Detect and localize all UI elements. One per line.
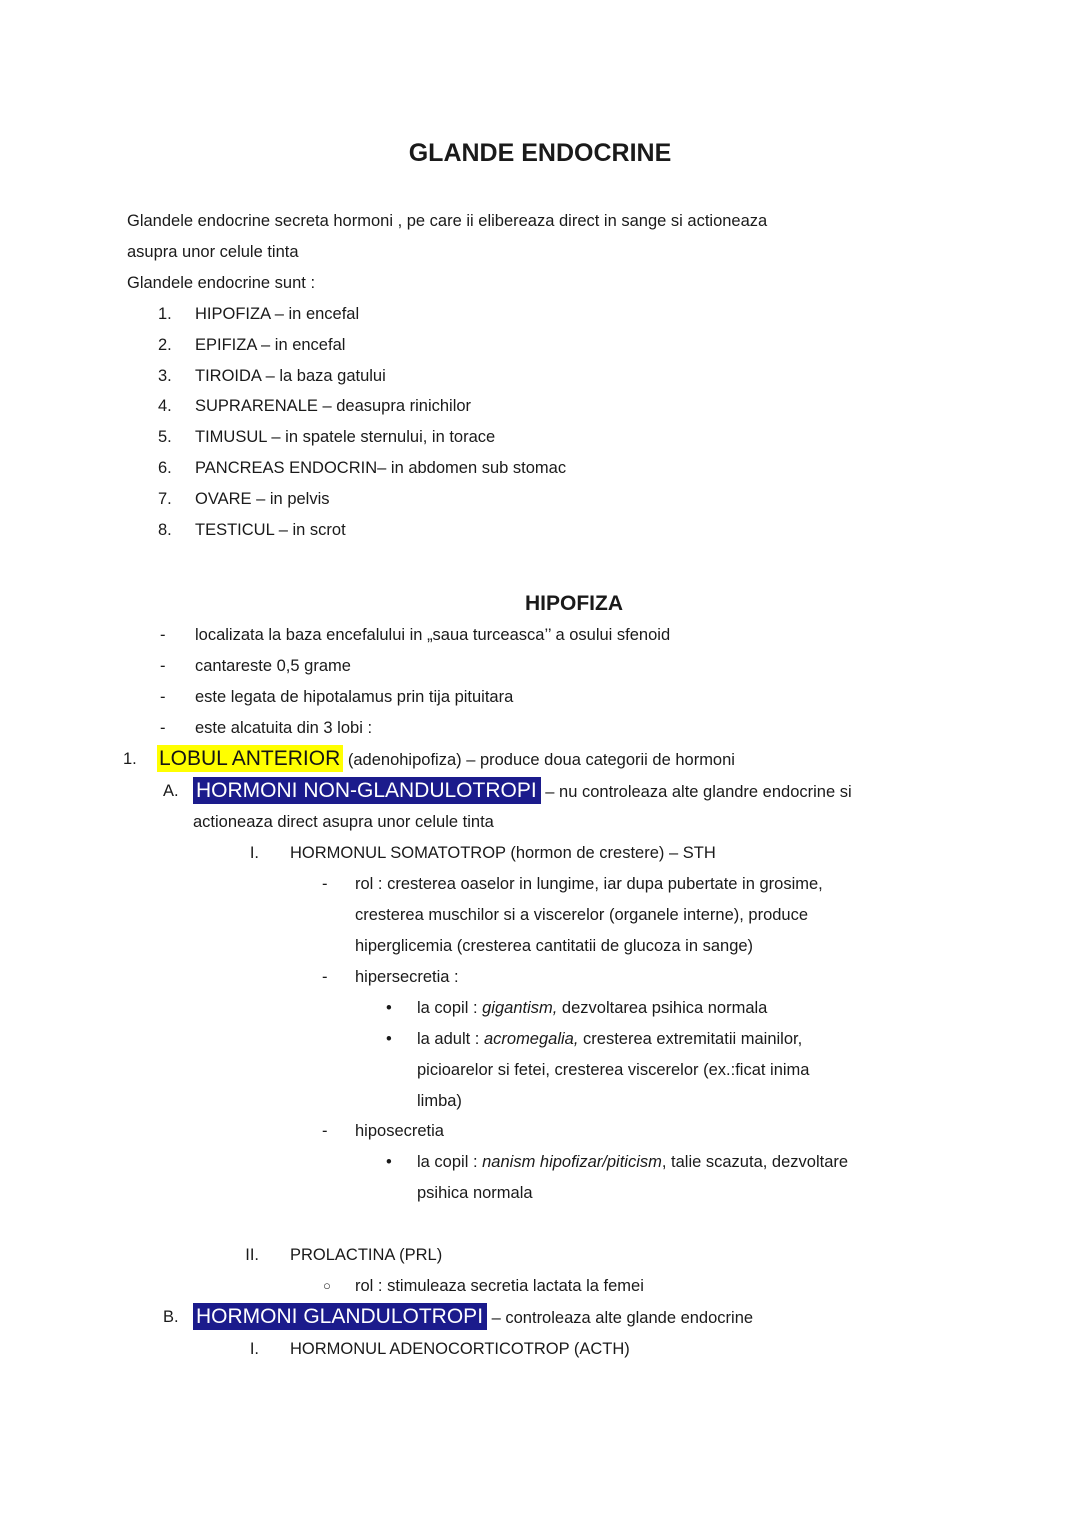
gland-list-item [127,330,953,361]
gland-list-item [127,422,953,453]
intro-line-1: Glandele endocrine secreta hormoni , pe care ii elibereaza direct in sange si actioneaza [127,212,768,230]
gland-list-item-text: TESTICUL – in scrot [195,521,346,540]
hipofiza-fact-text: este alcatuita din 3 lobi : [195,718,373,737]
prl-item [127,1240,953,1271]
sth-item [127,838,953,869]
list-number-marker: 1. [158,304,172,323]
dash-marker: - [322,875,328,894]
navy-highlight-hormoni-non-glandulotropi: HORMONI NON-GLANDULOTROPI [193,777,541,804]
gland-list-item [127,515,953,546]
dash-marker: - [322,1122,328,1141]
sth-rol-item [127,869,953,900]
nanism-pre: la copil : [417,1153,483,1172]
dash-marker: - [160,687,166,706]
dash-marker: - [322,967,328,986]
prl-rol-text: rol : stimuleaza secretia lactata la femei [355,1276,644,1295]
hiposecretia-label: hiposecretia [355,1122,444,1141]
adult-line-2: picioarelor si fetei, cresterea viscerelor (ex.:ficat inima [417,1060,810,1079]
list-number-marker: 2. [158,335,172,354]
hipersecretia-label: hipersecretia : [355,967,459,986]
hipofiza-fact-text: cantareste 0,5 grame [195,656,351,675]
prl-title: PROLACTINA (PRL) [290,1246,443,1265]
gland-list-item-text: TIMUSUL – in spatele sternului, in torace [195,428,496,447]
nanism-line-2: psihica normala [417,1184,533,1203]
hipofiza-fact-item [127,682,953,713]
roman-marker: II. [245,1246,259,1265]
section-heading-hipofiza: HIPOFIZA [525,591,623,615]
hipersecretia-item [127,962,953,993]
gland-list-item [127,484,953,515]
dash-marker: - [160,625,166,644]
list-number-marker: 5. [158,428,172,447]
hipofiza-fact-text: este legata de hipotalamus prin tija pituitara [195,687,514,706]
adult-post: cresterea extremitatii mainilor, [578,1029,803,1048]
intro-line-2: asupra unor celule tinta [127,242,299,261]
roman-marker: I. [249,1339,259,1358]
nanism-italic-term: nanism hipofizar/piticism [482,1153,662,1172]
section-b-item [127,1302,953,1334]
hiposecretia-item [127,1116,953,1147]
gland-list-item-text: EPIFIZA – in encefal [195,335,346,354]
gland-list-item-text: HIPOFIZA – in encefal [195,304,360,323]
gland-list-item-text: TIROIDA – la baza gatului [195,366,386,385]
glands-numbered-list [127,299,953,546]
bullet-marker: • [386,998,392,1017]
intro-paragraph [127,206,953,299]
doc-title: GLANDE ENDOCRINE [408,139,672,167]
hipersecretia-adult-item [127,1024,953,1055]
blank-line [127,1209,953,1240]
hipofiza-fact-item [127,651,953,682]
letter-marker: B. [163,1307,179,1326]
section-a-rest: – nu controleaza alte glandre endocrine si [540,782,852,801]
section-a-item [127,776,953,808]
hiposecretia-copil-item [127,1147,953,1178]
list-number-marker: 6. [158,459,172,478]
lobul-anterior-item [123,744,953,776]
list-number-marker: 8. [158,521,172,540]
roman-marker: I. [249,844,259,863]
dash-marker: - [160,718,166,737]
hipofiza-fact-item [127,620,953,651]
yellow-highlight-lobul-anterior: LOBUL ANTERIOR [157,745,343,772]
gland-list-item [127,361,953,392]
gland-list-item-text: PANCREAS ENDOCRIN– in abdomen sub stomac [195,459,567,478]
section-b-rest: – controleaza alte glande endocrine [487,1308,754,1327]
gland-list-item-text: SUPRARENALE – deasupra rinichilor [195,397,472,416]
adult-line-3: limba) [417,1091,462,1110]
hipofiza-fact-item [127,713,953,744]
acth-item [127,1334,953,1365]
prl-rol-item [127,1271,953,1302]
hipofiza-fact-text: localizata la baza encefalului in „saua turceasca’’ a osului sfenoid [195,625,671,644]
gland-list-item [127,391,953,422]
list-number-marker: 4. [158,397,172,416]
navy-highlight-hormoni-glandulotropi: HORMONI GLANDULOTROPI [193,1303,487,1330]
section-a-continuation: actioneaza direct asupra unor celule tinta [193,813,494,832]
sth-rol-line-3: hiperglicemia (cresterea cantitatii de glucoza in sange) [355,937,754,956]
sth-rol-line-2: cresterea muschilor si a viscerelor (organele interne), produce [355,906,809,925]
adult-pre: la adult : [417,1029,484,1048]
adult-italic-term: acromegalia, [483,1029,579,1048]
lobul-anterior-rest: (adenohipofiza) – produce doua categorii de hormoni [343,750,735,769]
letter-marker: A. [163,781,179,800]
hipofiza-facts-list [127,620,953,744]
list-number-marker: 1. [123,749,137,768]
gland-list-item-text: OVARE – in pelvis [195,490,330,509]
copil-pre: la copil : [417,998,483,1017]
intro-line-3: Glandele endocrine sunt : [127,273,316,292]
gland-list-item [127,299,953,330]
nanism-post: , talie scazuta, dezvoltare [661,1153,849,1172]
sth-title: HORMONUL SOMATOTROP (hormon de crestere) – STH [290,844,716,863]
copil-post: dezvoltarea psihica normala [557,998,768,1017]
dash-marker: - [160,656,166,675]
bullet-marker: • [386,1153,392,1172]
bullet-marker: • [386,1029,392,1048]
gland-list-item [127,453,953,484]
list-number-marker: 7. [158,490,172,509]
hipersecretia-copil-item [127,993,953,1024]
copil-italic-term: gigantism, [482,998,558,1017]
acth-title: HORMONUL ADENOCORTICOTROP (ACTH) [290,1339,630,1358]
list-number-marker: 3. [158,366,172,385]
sth-rol-line-1: rol : cresterea oaselor in lungime, iar dupa pubertate in grosime, [355,875,823,894]
circle-marker: ○ [323,1277,331,1293]
